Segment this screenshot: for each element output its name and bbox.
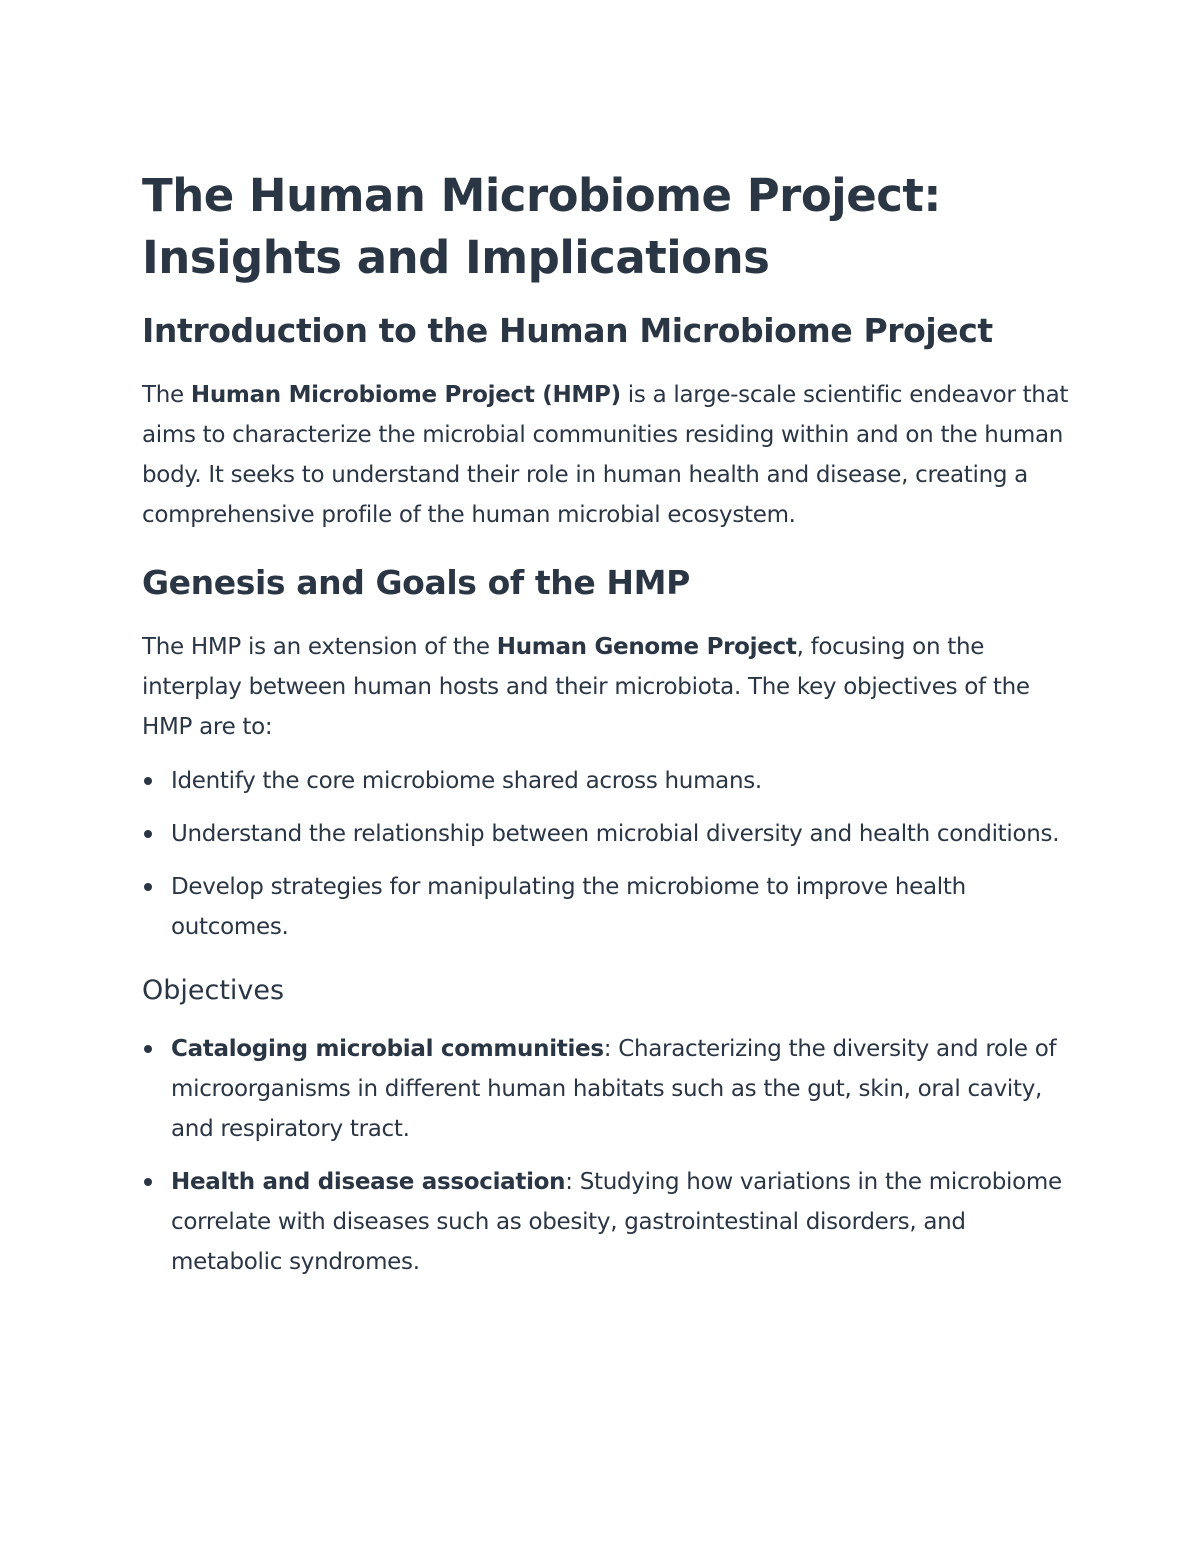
page-title-line-2: Insights and Implications — [142, 231, 770, 284]
goal-text: Identify the core microbiome shared across humans. — [171, 768, 762, 794]
list-item — [142, 867, 1072, 947]
genesis-text-bold: Human Genome Project — [496, 634, 797, 660]
genesis-heading: Genesis and Goals of the HMP — [142, 563, 690, 602]
bullet-icon — [144, 830, 152, 838]
page-title — [142, 165, 1072, 289]
genesis-text-post: , focusing on the interplay between human hosts and their microbiota. The key objectives of the HMP are to: — [142, 634, 1030, 740]
intro-text-bold: Human Microbiome Project (HMP) — [190, 382, 621, 408]
intro-text-pre: The — [142, 382, 191, 408]
intro-heading: Introduction to the Human Microbiome Project — [142, 311, 993, 350]
genesis-text-pre: The HMP is an extension of the — [142, 634, 497, 660]
list-item — [142, 1029, 1072, 1149]
intro-paragraph — [142, 375, 1072, 535]
intro-text-post: is a large-scale scientific endeavor that aims to characterize the microbial communities residing within and on the human body. It seeks to understand their role in human health and disease, creating a comprehensive profile of the human microbial ecosystem. — [142, 382, 1069, 528]
objective-text: : Characterizing the diversity and role of microorganisms in different human habitats such as the gut, skin, oral cavity, and respiratory tract. — [171, 1036, 1057, 1142]
list-item — [142, 761, 1072, 801]
objective-term: Health and disease association — [171, 1169, 566, 1195]
goals-list — [142, 761, 1072, 947]
genesis-paragraph — [142, 627, 1072, 747]
document-page — [142, 165, 1072, 1295]
goal-text: Understand the relationship between microbial diversity and health conditions. — [171, 821, 1060, 847]
list-item — [142, 814, 1072, 854]
bullet-icon — [144, 1178, 152, 1186]
objectives-list — [142, 1029, 1072, 1282]
bullet-icon — [144, 1045, 152, 1053]
bullet-icon — [144, 777, 152, 785]
bullet-icon — [144, 883, 152, 891]
objective-term: Cataloging microbial communities — [171, 1036, 604, 1062]
goal-text: Develop strategies for manipulating the microbiome to improve health outcomes. — [171, 874, 966, 940]
objective-text: : Studying how variations in the microbiome correlate with diseases such as obesity, gastrointestinal disorders, and metabolic syndromes. — [171, 1169, 1062, 1275]
page-title-line-1: The Human Microbiome Project: — [142, 169, 941, 222]
objectives-heading: Objectives — [142, 975, 285, 1006]
list-item — [142, 1162, 1072, 1282]
